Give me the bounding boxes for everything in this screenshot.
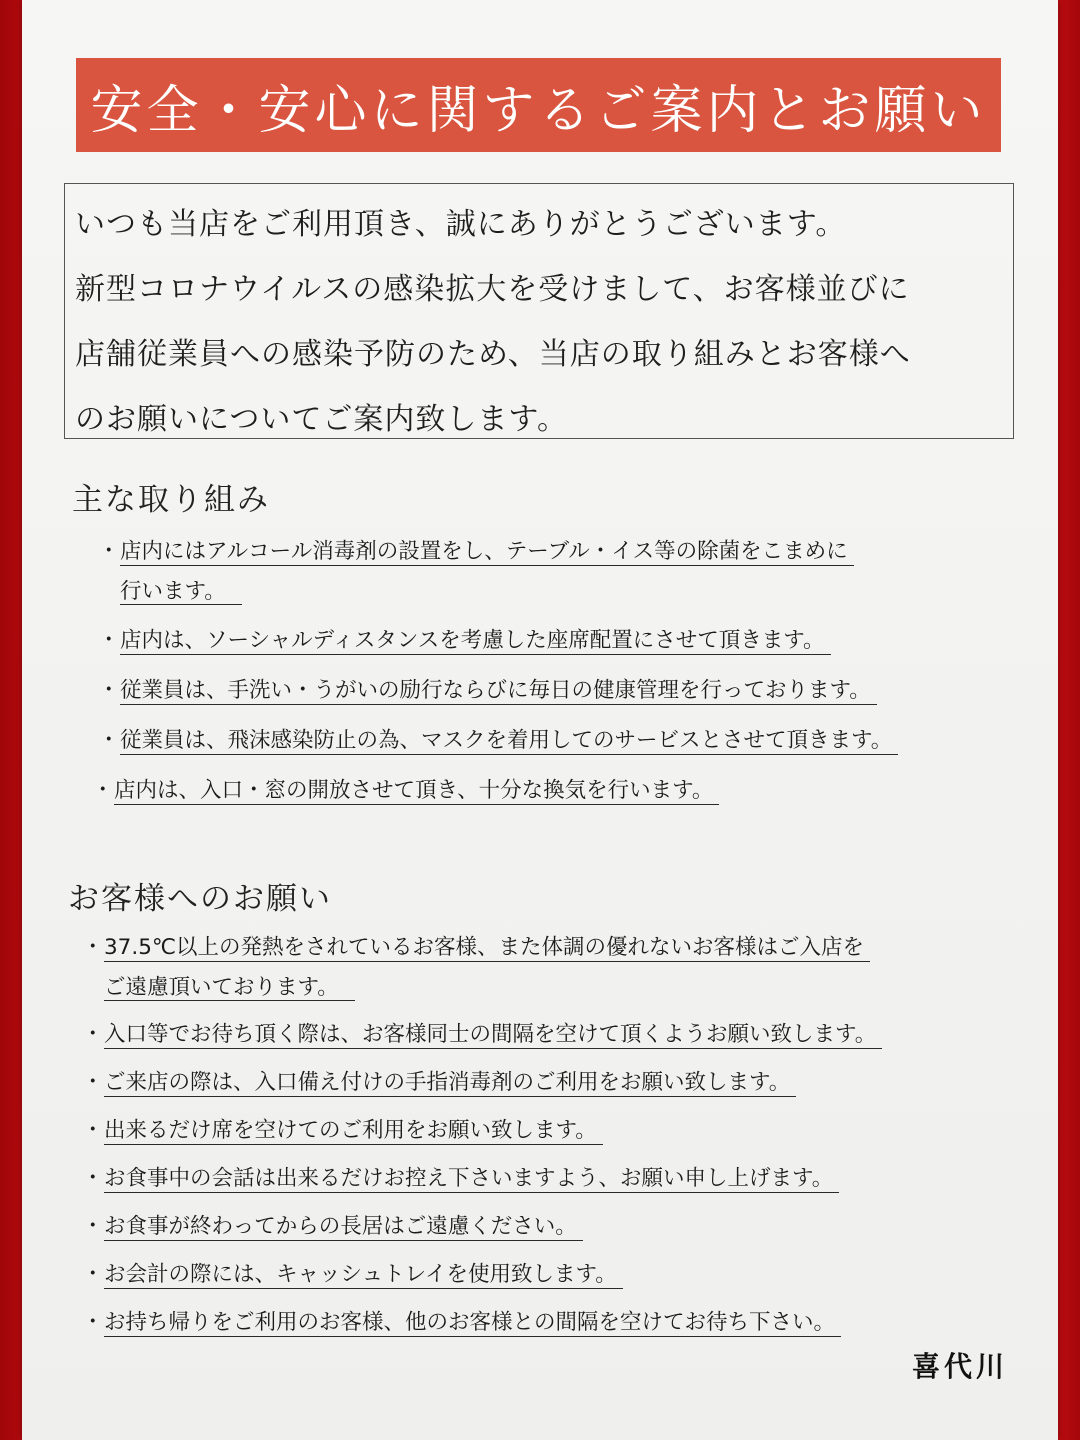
list-item xyxy=(84,1113,1014,1145)
list-item xyxy=(84,1257,1014,1289)
section-heading-measures: 主な取り組み xyxy=(72,482,270,518)
bullet-marker: ・ xyxy=(82,1310,104,1335)
bullet-marker: ・ xyxy=(82,1118,104,1143)
bullet-marker: ・ xyxy=(82,935,104,960)
bullet-marker: ・ xyxy=(98,678,120,703)
list-item xyxy=(100,623,1030,655)
measures-list xyxy=(92,534,1030,805)
intro-line: 新型コロナウイルスの感染拡大を受けまして、お客様並びに xyxy=(75,272,910,307)
list-item-text: 店内は、入口・窓の開放させて頂き、十分な換気を行います。 xyxy=(114,773,719,805)
list-item-text: お持ち帰りをご利用のお客様、他のお客様との間隔を空けてお待ち下さい。 xyxy=(104,1305,841,1337)
notice-title: 安全・安心に関するご案内とお願い xyxy=(90,80,987,141)
title-banner xyxy=(76,58,1001,152)
bullet-marker: ・ xyxy=(98,539,120,564)
list-item-text: お食事中の会話は出来るだけお控え下さいますよう、お願い申し上げます。 xyxy=(104,1161,839,1193)
bullet-marker: ・ xyxy=(82,1022,104,1047)
bullet-marker: ・ xyxy=(82,1214,104,1239)
list-item-text: ご来店の際は、入口備え付けの手指消毒剤のご利用をお願い致します。 xyxy=(104,1065,796,1097)
list-item xyxy=(84,1305,1014,1337)
list-item-text: お食事が終わってからの長居はご遠慮ください。 xyxy=(104,1209,583,1241)
list-item-text: 店内は、ソーシャルディスタンスを考慮した座席配置にさせて頂きます。 xyxy=(120,623,831,655)
section-heading-requests: お客様へのお願い xyxy=(68,881,332,917)
list-item-text: 従業員は、飛沫感染防止の為、マスクを着用してのサービスとさせて頂きます。 xyxy=(120,723,898,755)
list-item xyxy=(100,534,1030,605)
list-item-text: 37.5℃以上の発熱をされているお客様、また体調の優れないお客様はご入店を xyxy=(104,930,870,962)
list-item xyxy=(100,673,1030,705)
list-item xyxy=(84,930,1014,1001)
intro-box xyxy=(64,183,1014,439)
list-item xyxy=(84,1065,1014,1097)
bullet-marker: ・ xyxy=(92,778,114,803)
list-item-text: 入口等でお待ち頂く際は、お客様同士の間隔を空けて頂くようお願い致します。 xyxy=(104,1017,882,1049)
list-item-text-continued: 行います。 xyxy=(120,579,242,605)
list-item xyxy=(84,1209,1014,1241)
list-item-text: 出来るだけ席を空けてのご利用をお願い致します。 xyxy=(104,1113,603,1145)
list-item xyxy=(100,723,1030,755)
list-item-text: お会計の際には、キャッシュトレイを使用致します。 xyxy=(104,1257,623,1289)
list-item xyxy=(94,773,1030,805)
notice-paper xyxy=(22,0,1058,1440)
list-item xyxy=(84,1161,1014,1193)
bullet-marker: ・ xyxy=(98,728,120,753)
list-item-text: 店内にはアルコール消毒剤の設置をし、テーブル・イス等の除菌をこまめに xyxy=(120,534,854,566)
shop-signature: 喜代川 xyxy=(912,1350,1009,1383)
bullet-marker: ・ xyxy=(82,1262,104,1287)
requests-list xyxy=(84,930,1014,1337)
list-item xyxy=(84,1017,1014,1049)
list-item-text: 従業員は、手洗い・うがいの励行ならびに毎日の健康管理を行っております。 xyxy=(120,673,877,705)
bullet-marker: ・ xyxy=(82,1166,104,1191)
intro-line: 店舗従業員への感染予防のため、当店の取り組みとお客様へ xyxy=(75,337,911,372)
bullet-marker: ・ xyxy=(98,628,120,653)
list-item-text-continued: ご遠慮頂いております。 xyxy=(104,975,355,1001)
bullet-marker: ・ xyxy=(82,1070,104,1095)
intro-line: いつも当店をご利用頂き、誠にありがとうございます。 xyxy=(75,207,847,242)
intro-line: のお願いについてご案内致します。 xyxy=(75,402,568,437)
